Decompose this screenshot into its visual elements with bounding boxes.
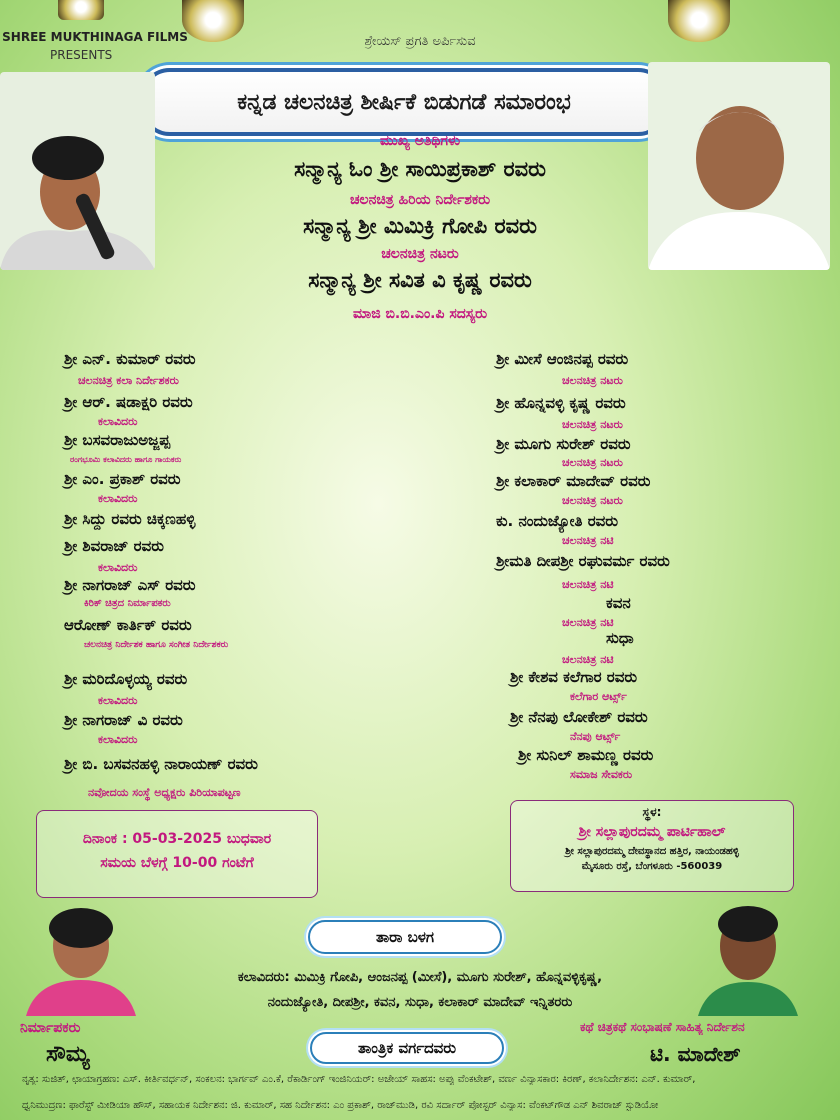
venue-box: [510, 800, 794, 892]
right-name-1: ಶ್ರೀ ಮೀಸೆ ಆಂಜಿನಪ್ಪ ರವರು: [496, 350, 629, 368]
presents-kannada: ಶ್ರೇಯಸ್ ಪ್ರಗತಿ ಅರ್ಪಿಸುವ: [364, 34, 476, 49]
left-role-7: ಕಿರಿಕ್ ಚಿತ್ರದ ನಿರ್ಮಾಪಕರು: [84, 598, 171, 609]
guest-role-1: ಮುಖ್ಯ ಅತಿಥಿಗಳು: [379, 133, 461, 149]
guest-name-3: ಸನ್ಮಾನ್ಯ ಶ್ರೀ ಸವಿತ ವಿ ಕೃಷ್ಣ ರವರು: [308, 268, 532, 292]
producer-role: ನಿರ್ಮಾಪಕರು: [20, 1020, 81, 1036]
left-name-3: ಶ್ರೀ ಬಸವರಾಜುಅಜ್ಜಪ್ಪ: [64, 431, 171, 449]
right-role-1: ಚಲನಚಿತ್ರ ನಟರು: [562, 374, 623, 387]
credits-line-1: ನೃತ್ಯ: ಸುಜಿತ್, ಛಾಯಾಗ್ರಹಣ: ಎಸ್. ಕೀರ್ತಿವರ್ಧನ್, ಸಂಕಲನ: ಭಾರ್ಗವ್ ಎಂ.ಕೆ, ರೆಕಾರ್ಡಿಂಗ್ ಇಂಜಿನಿಯರ್: ಅಜೇಯ್ ಸಾಹಸ: ಅಪ್ಪು ವೆಂಕಟೇಶ್, ವರ್ಣ ವಿನ್ಯಾಸಕಾರ: ಕಿರಣ್, ಕಲಾನಿರ್ದೇಶನ: ಎನ್. ಕುಮಾರ್,: [22, 1074, 696, 1085]
right-name-8: ಸುಧಾ: [606, 629, 634, 647]
right-name-5: ಕು. ನಂದುಜ್ಯೋತಿ ರವರು: [496, 512, 618, 530]
left-name-7: ಶ್ರೀ ನಾಗರಾಜ್ ಎಸ್ ರವರು: [64, 576, 196, 594]
tech-title: ತಾಂತ್ರಿಕ ವರ್ಗದವರು: [358, 1039, 456, 1057]
director-role: ಕಥೆ ಚಿತ್ರಕಥೆ ಸಂಭಾಷಣೆ ಸಾಹಿತ್ಯ ನಿರ್ದೇಶನ: [580, 1020, 745, 1034]
right-name-7: ಕವನ: [606, 594, 631, 612]
cast-line-2: ನಂದುಜ್ಯೋತಿ, ದೀಪಶ್ರೀ, ಕವನ, ಸುಧಾ, ಕಲಾಕಾರ್ ಮಾದೇವ್ ಇನ್ನಿತರರು: [267, 995, 573, 1010]
film-logo: [58, 0, 104, 20]
left-role-11: ನವೋದಯ ಸಂಸ್ಥೆ ಅಧ್ಯಕ್ಷರು ಪಿರಿಯಾಪಟ್ಟಣ: [88, 786, 241, 799]
producer-name: ಸೌಮ್ಯ: [46, 1042, 90, 1067]
right-role-3: ಚಲನಚಿತ್ರ ನಟರು: [562, 456, 623, 469]
venue-address-1: ಶ್ರೀ ಸಲ್ಲಾಪುರದಮ್ಮ ದೇವಸ್ಥಾನದ ಹತ್ತಿರ, ನಾಯಂಡಹಳ್ಳಿ: [565, 846, 739, 857]
left-name-9: ಶ್ರೀ ಮರಿದೊಳ್ಳಯ್ಯ ರವರು: [64, 670, 188, 688]
venue-hall: ಶ್ರೀ ಸಲ್ಲಾಪುರದಮ್ಮ ಪಾರ್ಟಿಹಾಲ್: [578, 824, 726, 840]
brand-presents: PRESENTS: [50, 48, 113, 62]
right-role-8: ಚಲನಚಿತ್ರ ನಟಿ: [562, 653, 614, 666]
right-name-3: ಶ್ರೀ ಮೂಗು ಸುರೇಶ್ ರವರು: [496, 435, 631, 453]
left-role-9: ಕಲಾವಿದರು: [98, 694, 138, 707]
guest-name-1: ಸನ್ಮಾನ್ಯ ಓಂ ಶ್ರೀ ಸಾಯಿಪ್ರಕಾಶ್ ರವರು: [294, 157, 546, 181]
right-name-11: ಶ್ರೀ ಸುನಿಲ್ ಶಾಮಣ್ಣ ರವರು: [518, 746, 654, 764]
left-name-1: ಶ್ರೀ ಎನ್. ಕುಮಾರ್ ರವರು: [64, 350, 196, 368]
venue-address-2: ಮೈಸೂರು ರಸ್ತೆ, ಬೆಂಗಳೂರು -560039: [581, 861, 723, 872]
right-name-9: ಶ್ರೀ ಕೇಶವ ಕಲೆಗಾರ ರವರು: [510, 668, 638, 686]
left-name-11: ಶ್ರೀ ಬಿ. ಬಸವನಹಳ್ಳಿ ನಾರಾಯಣ್ ರವರು: [64, 755, 258, 773]
right-role-11: ಸಮಾಜ ಸೇವಕರು: [570, 768, 633, 781]
guest-role-4: ಮಾಜಿ ಬಿ.ಬಿ.ಎಂ.ಪಿ ಸದಸ್ಯರು: [352, 306, 488, 322]
guest-name-2: ಸನ್ಮಾನ್ಯ ಶ್ರೀ ಮಿಮಿಕ್ರಿ ಗೋಪಿ ರವರು: [303, 214, 537, 238]
event-date: ದಿನಾಂಕ : 05-03-2025 ಬುಧವಾರ: [82, 831, 272, 847]
deity-logo-icon: [668, 0, 730, 42]
right-role-9: ಕಲೆಗಾರ ಆರ್ಟ್ಸ್: [570, 690, 627, 703]
cast-title: ತಾರಾ ಬಳಗ: [375, 928, 435, 946]
brand-name: SHREE MUKTHINAGA FILMS: [2, 30, 188, 44]
producer-photo: [26, 900, 136, 1016]
guest-role-3: ಚಲನಚಿತ್ರ ನಟರು: [381, 246, 459, 262]
left-role-8: ಚಲನಚಿತ್ರ ನಿರ್ದೇಶಕ ಹಾಗೂ ಸಂಗೀತ ನಿರ್ದೇಶಕರು: [84, 640, 229, 650]
cast-title-pill: [308, 920, 502, 954]
left-name-5: ಶ್ರೀ ಸಿದ್ದು ರವರು ಚಿಕ್ಕಣಹಳ್ಳಿ: [64, 510, 196, 528]
right-name-2: ಶ್ರೀ ಹೊನ್ನವಳ್ಳಿ ಕೃಷ್ಣ ರವರು: [496, 394, 626, 412]
left-role-6: ಕಲಾವಿದರು: [98, 561, 138, 574]
left-name-8: ಆರೋಣ್ ಕಾರ್ತಿಕ್ ರವರು: [64, 616, 192, 634]
right-name-6: ಶ್ರೀಮತಿ ದೀಪಶ್ರೀ ರಘುವರ್ಮ ರವರು: [496, 552, 670, 570]
event-title: ಕನ್ನಡ ಚಲನಚಿತ್ರ ಶೀರ್ಷಿಕೆ ಬಿಡುಗಡೆ ಸಮಾರಂಭ: [237, 89, 571, 115]
right-role-4: ಚಲನಚಿತ್ರ ನಟರು: [562, 494, 623, 507]
karnataka-emblem-icon: [182, 0, 244, 42]
event-title-banner: [140, 68, 668, 136]
tech-title-pill: [310, 1032, 504, 1064]
right-role-2: ಚಲನಚಿತ್ರ ನಟರು: [562, 418, 623, 431]
venue-label: ಸ್ಥಳ:: [642, 805, 662, 819]
left-name-10: ಶ್ರೀ ನಾಗರಾಜ್ ವಿ ರವರು: [64, 711, 183, 729]
left-name-6: ಶ್ರೀ ಶಿವರಾಜ್ ರವರು: [64, 537, 164, 555]
date-time-box: [36, 810, 318, 898]
left-role-10: ಕಲಾವಿದರು: [98, 733, 138, 746]
left-name-2: ಶ್ರೀ ಆರ್. ಷಡಾಕ್ಷರಿ ರವರು: [64, 393, 193, 411]
right-name-4: ಶ್ರೀ ಕಲಾಕಾರ್ ಮಾದೇವ್ ರವರು: [496, 472, 651, 490]
right-role-10: ನೆನಪು ಆರ್ಟ್ಸ್: [570, 730, 621, 743]
credits-line-2: ಧ್ವನಿಮುದ್ರಣ: ಫಾರೆಸ್ಟ್ ಮೀಡಿಯಾ ಹೌಸ್, ಸಹಾಯಕ ನಿರ್ದೇಶನ: ಜಿ. ಕುಮಾರ್, ಸಹ ನಿರ್ದೇಶನ: ಎಂ ಪ್ರಕಾಶ್, ರಾಜ್‌ಮುಡಿ, ರವಿ ಸರ್ದಾರ್ ಪೋಸ್ಟರ್ ವಿನ್ಯಾಸ: ವೆಂಕಟ್‌ಗೌಡ ಎನ್ ಶಿವರಾಜ್ ಸ್ಟುಡಿಯೋ: [22, 1100, 659, 1111]
cast-line-1: ಕಲಾವಿದರು: ಮಿಮಿಕ್ರಿ ಗೋಪಿ, ಆಂಜನಪ್ಪ (ಮೀಸೆ), ಮೂಗು ಸುರೇಶ್, ಹೊನ್ನವಳ್ಳಿಕೃಷ್ಣ,: [237, 970, 603, 985]
right-role-6: ಚಲನಚಿತ್ರ ನಟಿ: [562, 578, 614, 591]
right-role-7: ಚಲನಚಿತ್ರ ನಟಿ: [562, 616, 614, 629]
director-photo: [698, 896, 798, 1016]
left-role-1: ಚಲನಚಿತ್ರ ಕಲಾ ನಿರ್ದೇಶಕರು: [78, 374, 179, 387]
event-time: ಸಮಯ ಬೆಳಗ್ಗೆ 10-00 ಗಂಟೆಗೆ: [100, 855, 254, 871]
left-role-2: ಕಲಾವಿದರು: [98, 415, 138, 428]
guest-role-2: ಚಲನಚಿತ್ರ ಹಿರಿಯ ನಿರ್ದೇಶಕರು: [349, 192, 491, 208]
left-role-3: ರಂಗಭೂಮಿ ಕಲಾವಿದರು ಹಾಗೂ ಗಾಯಕರು: [70, 455, 182, 464]
director-name: ಟಿ. ಮಾದೇಶ್: [650, 1042, 741, 1066]
left-role-4: ಕಲಾವಿದರು: [98, 492, 138, 505]
right-name-10: ಶ್ರೀ ನೆನಪು ಲೋಕೇಶ್ ರವರು: [510, 708, 648, 726]
left-name-4: ಶ್ರೀ ಎಂ. ಪ್ರಕಾಶ್ ರವರು: [64, 470, 181, 488]
right-role-5: ಚಲನಚಿತ್ರ ನಟಿ: [562, 534, 614, 547]
